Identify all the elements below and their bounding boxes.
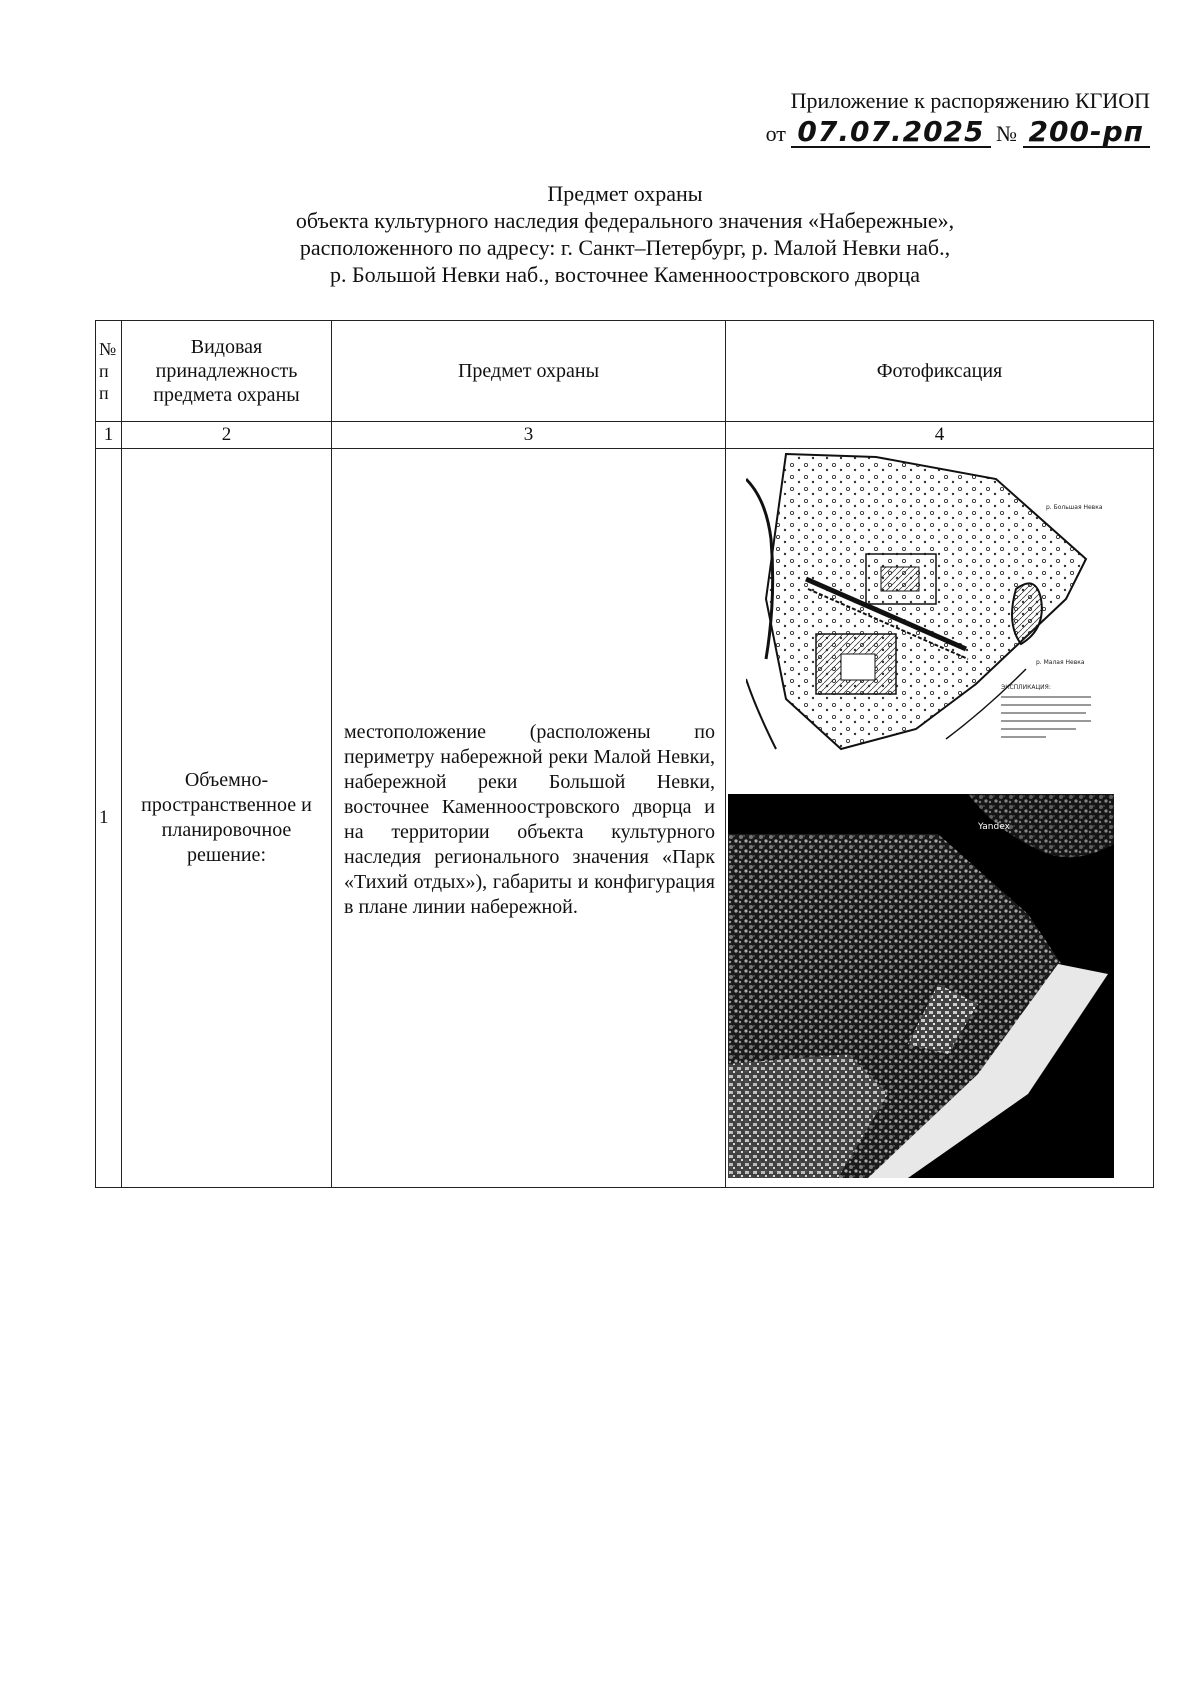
title-line-2: объекта культурного наследия федерального значения «Набережные», [295,208,955,233]
table-row [96,449,1154,1188]
header-subject: Предмет охраны [332,321,726,422]
row-number: 1 [96,449,122,1188]
header-type: Видовая принадлежность предмета охраны [122,321,332,422]
header-number-symbol: № [99,339,117,359]
row-photos [726,449,1154,1188]
appendix-header [766,86,1150,149]
site-plan-drawing [746,449,1106,759]
legend-title: ЭКСПЛИКАЦИЯ: [1001,684,1051,691]
number-prefix: № [996,121,1018,146]
handwritten-number: 200-рп [1023,118,1150,148]
column-number-3: 3 [332,422,726,449]
column-number-row [96,422,1154,449]
watermark-yandex: Yandex [978,822,1010,832]
site-plan-image [746,449,1106,759]
label-bolshaya-nevka: р. Большая Невка [1046,504,1103,511]
handwritten-date: 07.07.2025 [791,118,990,148]
document-title [150,180,1100,288]
appendix-title: Приложение к распоряжению КГИОП [790,88,1150,113]
title-line-3: расположенного по адресу: г. Санкт–Петербург, р. Малой Невки наб., [299,235,951,260]
title-line-1: Предмет охраны [547,181,703,206]
header-photo: Фотофиксация [726,321,1154,422]
appendix-date-line [765,115,1150,149]
header-number-p1: п [99,361,109,381]
label-malaya-nevka: р. Малая Невка [1036,659,1085,666]
header-number-p2: п [99,383,109,403]
column-number-4: 4 [726,422,1154,449]
title-line-4: р. Большой Невки наб., восточнее Каменноостровского дворца [329,262,921,287]
column-number-1: 1 [96,422,122,449]
row-subject: местоположение (расположены по периметру набережной реки Малой Невки, набережной реки Большой Невки, восточнее Каменноостровского дворца и на территории объекта культурного наследия регионального значения «Парк «Тихий отдых»), габариты и конфигурация в плане линии набережной. [332,449,726,1188]
row-type: Объемно-пространственное и планировочное решение: [122,449,332,1188]
aerial-photo-image [728,794,1114,1178]
date-prefix: от [765,121,786,146]
header-number [96,321,122,422]
table-header-row [96,321,1154,422]
protection-subject-table [95,320,1154,1188]
column-number-2: 2 [122,422,332,449]
aerial-photo-drawing [728,794,1114,1178]
